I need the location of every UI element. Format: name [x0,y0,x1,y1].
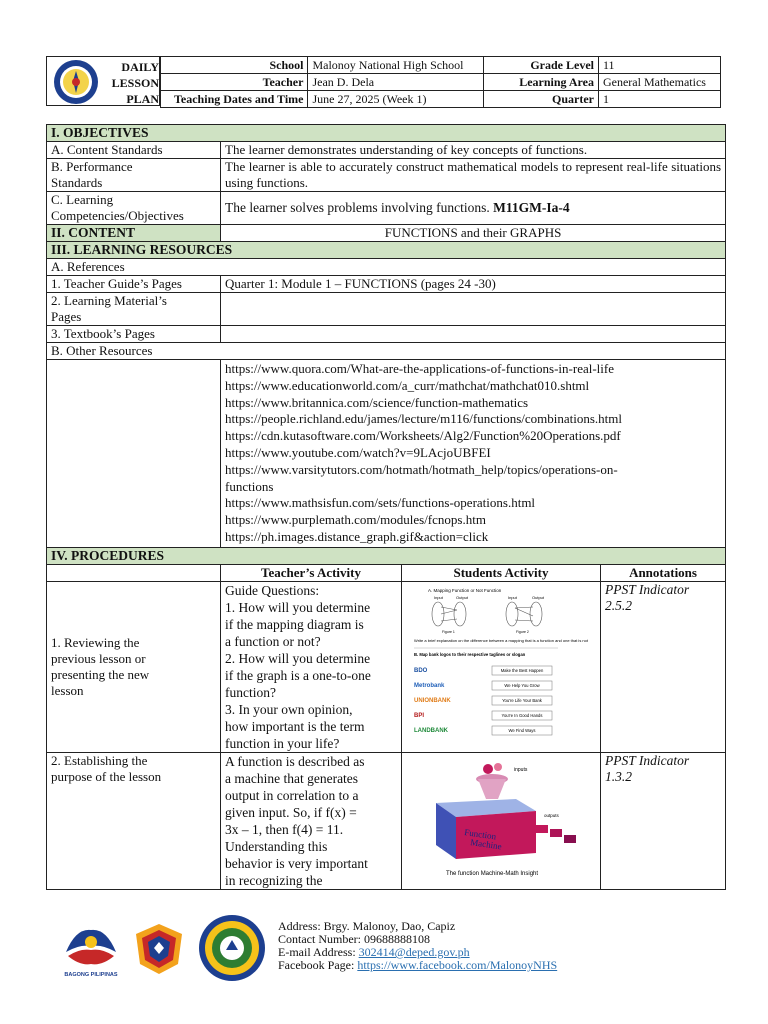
figure-2-caption: Figure 2 [516,629,529,634]
address: Address: Brgy. Malonoy, Dao, Capiz [278,919,456,933]
mapping-diagram-1 [432,602,466,626]
facebook-link[interactable]: https://www.facebook.com/MalonoyNHS [357,958,558,972]
activity-line: if the mapping diagram is [225,616,364,632]
deped-matatag-logo-icon [130,920,188,978]
annotation-line: PPST Indicator [605,581,690,597]
machine-label-line2: Machine [469,836,503,852]
performance-standards-value: The learner is able to accurately construct mathematical models to represent real-life situations using functions. [221,159,726,192]
resource-link[interactable]: https://www.youtube.com/watch?v=9LAcjoUBFEI [225,444,491,460]
activity-line: function in your life? [225,735,340,751]
step1-annotation [601,581,726,752]
activity-line: Understanding this [225,838,328,854]
content-standards-label: A. Content Standards [47,142,221,159]
bank-tagline: Make the Best Happen [500,667,544,673]
other-resources-label: B. Other Resources [47,343,726,360]
activity-line: in recognizing the [225,872,323,888]
step1-teacher-activity [221,581,402,752]
worksheet-heading: A. Mapping Function or Not Function [428,587,502,593]
content-value: FUNCTIONS and their GRAPHS [221,225,726,242]
learning-material-label [47,293,221,326]
figure-1-caption: Figure 1 [442,629,455,634]
label-line: 2. Establishing the [51,752,148,768]
competencies-text: The learner solves problems involving functions. [225,200,490,215]
resource-link[interactable]: https://www.educationworld.com/a_curr/mathchat/mathchat010.shtml [225,377,590,393]
school-contact-info [278,920,557,972]
activity-line: if the graph is a one-to-one [225,667,371,683]
function-machine-box [436,799,536,859]
grade-level-label: Grade Level [484,57,599,74]
dates-value: June 27, 2025 (Week 1) [308,91,484,108]
step2-teacher-activity [221,752,402,889]
teacher-guide-value: Quarter 1: Module 1 – FUNCTIONS (pages 24 -30) [221,276,726,293]
dlp-title [101,59,159,107]
deped-seal-icon [53,59,99,105]
deped-seal-box [46,56,160,106]
worksheet-input-label: Input [508,594,517,600]
mapping-worksheet-image [408,586,594,736]
resource-links [221,360,726,548]
machine-label-line1: Function [463,826,497,842]
email-link[interactable]: 302414@deped.gov.ph [358,945,470,959]
procedures-heading: IV. PROCEDURES [47,547,726,564]
bank-tagline: You're Life Your Bank [502,697,542,703]
activity-line: 2. How will you determine [225,650,371,666]
resource-link[interactable]: https://www.quora.com/What-are-the-applications-of-functions-in-real-life [225,361,615,376]
label-line: Competencies/Objectives [51,208,184,223]
resource-link[interactable]: https://cdn.kutasoftware.com/Worksheets/Alg2/Function%20Operations.pdf [225,428,621,444]
lesson-plan-table [46,124,726,890]
objectives-heading: I. OBJECTIVES [47,125,726,142]
bank-logo-text: BPI [414,712,425,719]
competencies-value [221,192,726,225]
resource-link[interactable]: https://ph.images.distance_graph.gif&action=click [225,528,489,544]
bank-tagline: We Help You Grow [504,682,540,688]
activity-line: function? [225,684,276,700]
learning-material-value [221,293,726,326]
activity-line: 3x – 1, then f(4) = 11. [225,821,344,837]
students-activity-header: Students Activity [402,564,601,581]
bank-logo-text: UNIONBANK [414,697,451,704]
annotation-line: PPST Indicator [605,752,690,768]
bagong-pilipinas-text: BAGONG PILIPINAS [64,972,118,978]
dlp-title-line: PLAN [126,92,159,106]
activity-line: a machine that generates [225,770,359,786]
mapping-diagram-2 [506,602,542,626]
learning-area-label: Learning Area [484,74,599,91]
facebook-label: Facebook Page: [278,958,358,972]
bank-tagline: You're In Good Hands [501,712,543,718]
links-empty-cell [47,360,221,548]
dlp-title-line: LESSON [111,76,159,90]
step2-annotation [601,752,726,889]
worksheet-input-label: Input [434,594,443,600]
activity-line: a function or not? [225,633,321,649]
activity-line: 3. In your own opinion, [225,701,353,717]
teacher-activity-header: Teacher’s Activity [221,564,402,581]
inputs-label: inputs [514,766,528,773]
quarter-value: 1 [598,91,720,108]
header-row [161,91,721,108]
step1-students-activity [402,581,601,752]
activity-line: given input. So, if f(x) = [225,804,357,820]
quarter-label: Quarter [484,91,599,108]
label-line: previous lesson or [51,650,146,666]
activity-line: behavior is very important [225,855,368,871]
header-row [161,74,721,91]
function-machine-image [416,759,586,879]
output-blocks-icon [536,825,576,843]
header-info-table [160,56,721,108]
activity-line: A function is described as [225,753,365,769]
competencies-code: M11GM-Ia-4 [493,200,570,215]
label-line: 2. Learning Material’s [51,293,167,308]
activity-line: output in correlation to a [225,787,359,803]
bank-tagline: We Find Ways [508,727,536,733]
label-line: lesson [51,682,84,698]
resource-link[interactable]: https://people.richland.edu/james/lecture/m116/functions/combinations.html [225,411,623,427]
resource-link[interactable]: https://www.britannica.com/science/function-mathematics [225,394,529,410]
label-line: purpose of the lesson [51,768,162,784]
annotations-header: Annotations [601,564,726,581]
footer [0,908,768,988]
step1-label [47,581,221,752]
outputs-label: outputs [544,812,559,818]
performance-standards-label [47,159,221,192]
teacher-guide-label: 1. Teacher Guide’s Pages [47,276,221,293]
facebook-line [278,959,557,972]
resource-link[interactable]: https://www.varsitytutors.com/hotmath/hotmath_help/topics/operations-on- [225,461,618,477]
label-line: 1. Reviewing the [51,634,140,650]
content-standards-value: The learner demonstrates understanding of key concepts of functions. [221,142,726,159]
worksheet-instruction-1: Write a brief explanation on the difference between a mapping that is a function and one that is not [414,638,589,643]
label-line: C. Learning [51,192,114,207]
activity-line: 1. How will you determine [225,599,371,615]
school-value: Malonoy National High School [308,57,484,74]
worksheet-instruction-2: B. Map bank logos to their respective taglines or slogan [414,651,526,657]
bank-logo-text: BDO [414,667,428,674]
activity-line: Guide Questions: [225,582,320,598]
bank-logo-text: Metrobank [414,682,445,689]
resources-heading: III. LEARNING RESOURCES [47,242,726,259]
learning-area-value: General Mathematics [598,74,720,91]
dlp-title-line: DAILY [121,60,159,74]
annotation-line: 2.5.2 [605,597,632,613]
label-line: presenting the new [51,666,150,682]
competencies-label [47,192,221,225]
activity-line: how important is the term [225,718,365,734]
worksheet-output-label: Output [532,594,545,600]
school-label: School [161,57,308,74]
label-line: B. Performance [51,159,133,174]
contact-number: Contact Number: 09688888108 [278,932,430,946]
email-label: E-mail Address: [278,945,359,959]
teacher-value: Jean D. Dela [308,74,484,91]
resource-link[interactable]: https://www.mathsisfun.com/sets/functions-operations.html [225,495,536,511]
label-line: Standards [51,175,103,190]
step2-students-activity [402,752,601,889]
references-label: A. References [47,259,726,276]
function-machine-caption: The function Machine-Math Insight [446,870,539,877]
content-heading: II. CONTENT [47,225,221,242]
teacher-label: Teacher [161,74,308,91]
procedures-empty-header [47,564,221,581]
bank-logo-text: LANDBANK [414,727,448,734]
textbook-label: 3. Textbook’s Pages [47,326,221,343]
grade-level-value: 11 [598,57,720,74]
header-row [161,57,721,74]
worksheet-output-label: Output [456,594,469,600]
bagong-pilipinas-logo-icon [62,922,120,978]
annotation-line: 1.3.2 [605,768,632,784]
resource-link[interactable]: functions [225,478,274,494]
label-line: Pages [51,309,82,324]
step2-label [47,752,221,889]
dates-label: Teaching Dates and Time [161,91,308,108]
resource-link[interactable]: https://www.purplemath.com/modules/fcnops.htm [225,512,486,528]
textbook-value [221,326,726,343]
header [46,56,721,108]
input-balls-icon [476,763,508,799]
school-seal-icon [198,914,266,982]
